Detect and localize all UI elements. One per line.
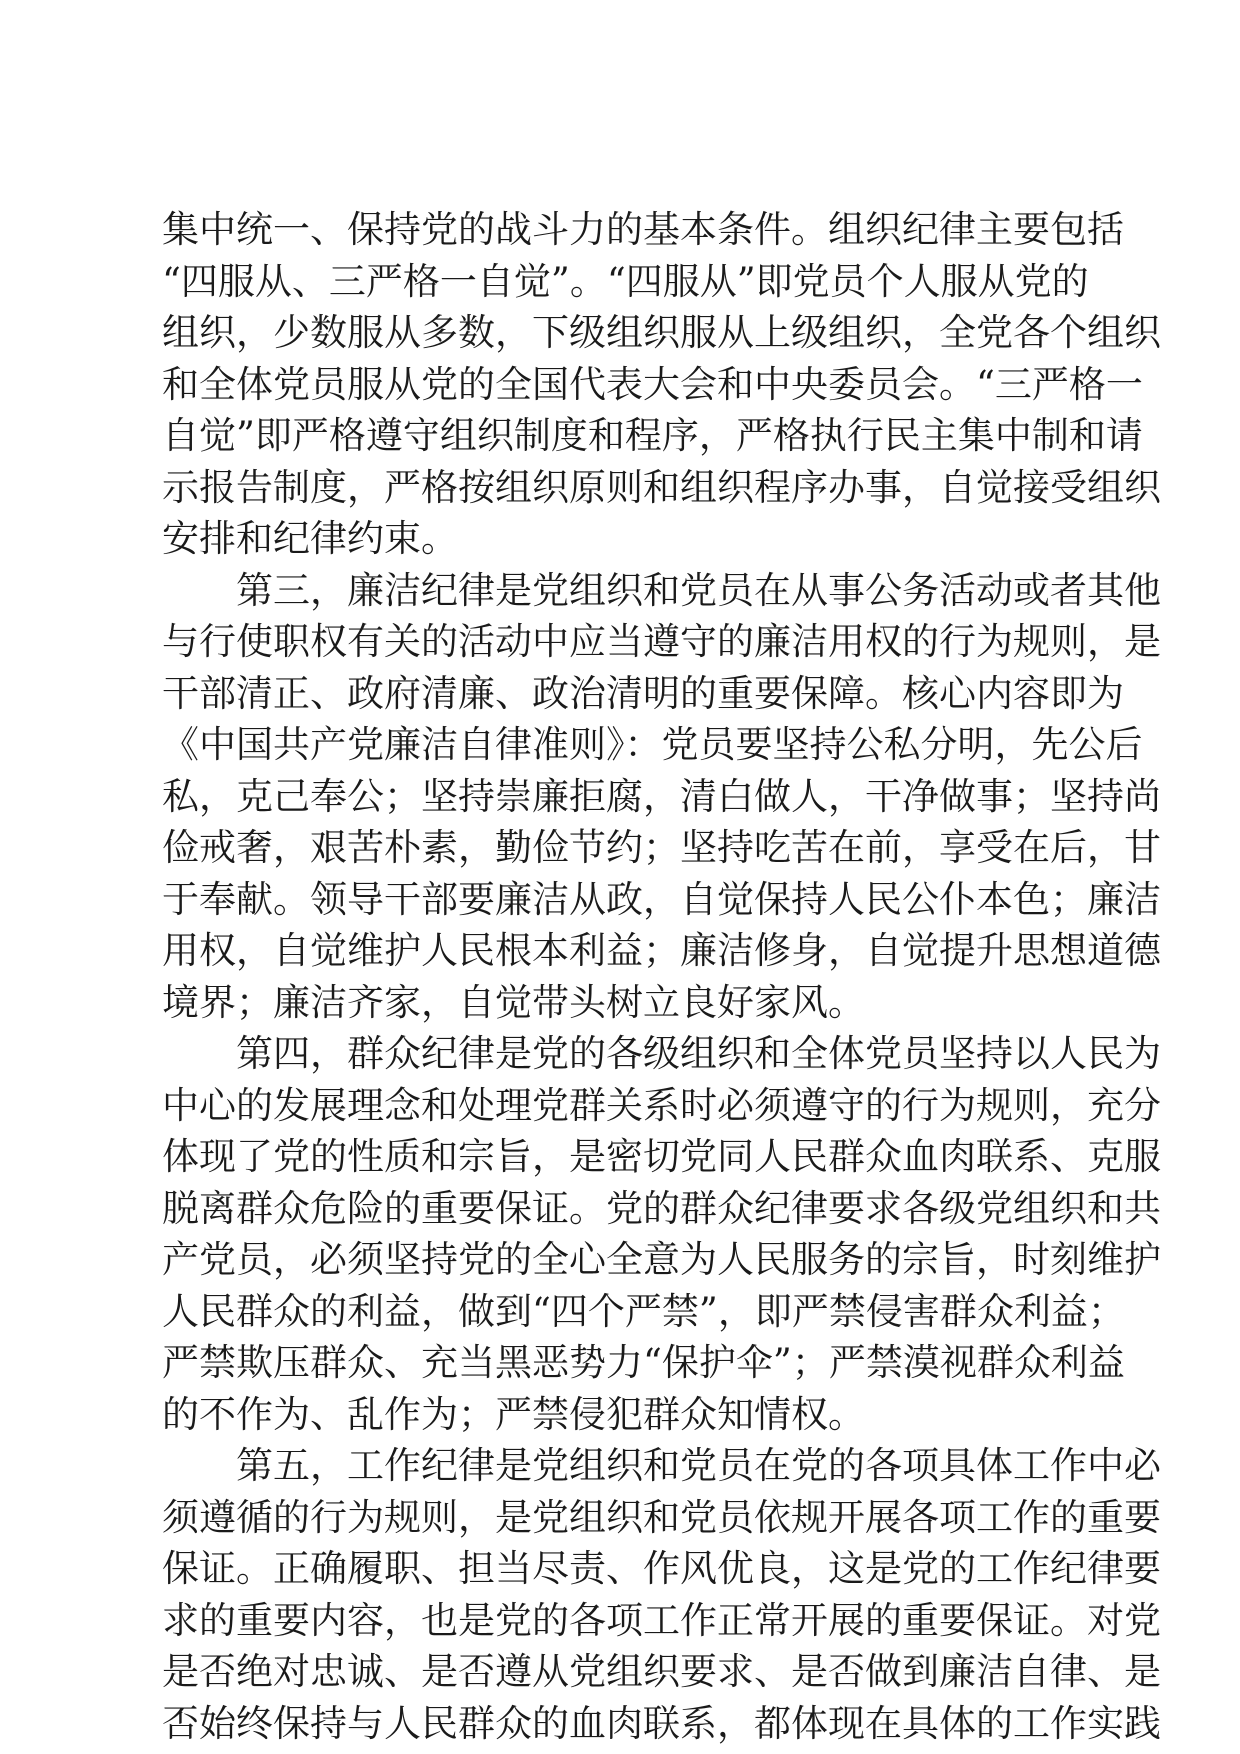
text-line: 私，克己奉公；坚持崇廉拒腐，清白做人，干净做事；坚持尚 <box>162 774 1161 818</box>
text-line: 组织，少数服从多数，下级组织服从上级组织，全党各个组织 <box>162 311 1161 354</box>
paragraph-integrity-discipline <box>162 565 1161 1029</box>
text-line: 和全体党员服从党的全国代表大会和中央委员会。“三严格一 <box>162 362 1143 406</box>
text-line: 人民群众的利益，做到“四个严禁”，即严禁侵害群众利益； <box>162 1289 1125 1333</box>
text-line: 第四，群众纪律是党的各级组织和全体党员坚持以人民为 <box>236 1032 1161 1075</box>
text-line: 《中国共产党廉洁自律准则》：党员要坚持公私分明，先公后 <box>162 723 1143 766</box>
text-line: 严禁欺压群众、充当黑恶势力“保护伞”；严禁漠视群众利益 <box>162 1341 1125 1384</box>
text-line: 俭戒奢，艰苦朴素，勤俭节约；坚持吃苦在前，享受在后，甘 <box>162 826 1161 869</box>
text-line: 保证。正确履职、担当尽责、作风优良，这是党的工作纪律要 <box>162 1547 1161 1590</box>
paragraph-work-discipline <box>162 1440 1161 1749</box>
text-line: “四服从、三严格一自觉”。“四服从”即党员个人服从党的 <box>162 259 1089 303</box>
paragraph-organizational-discipline <box>162 204 1161 565</box>
text-line: 的不作为、乱作为；严禁侵犯群众知情权。 <box>162 1392 865 1436</box>
text-line: 中心的发展理念和处理党群关系时必须遵守的行为规则，充分 <box>162 1083 1161 1127</box>
text-line: 与行使职权有关的活动中应当遵守的廉洁用权的行为规则，是 <box>162 620 1161 663</box>
text-line: 产党员，必须坚持党的全心全意为人民服务的宗旨，时刻维护 <box>162 1238 1161 1281</box>
text-line: 是否绝对忠诚、是否遵从党组织要求、是否做到廉洁自律、是 <box>162 1650 1161 1693</box>
text-line: 脱离群众危险的重要保证。党的群众纪律要求各级党组织和共 <box>162 1186 1161 1230</box>
text-line: 须遵循的行为规则，是党组织和党员依规开展各项工作的重要 <box>162 1495 1161 1539</box>
text-line: 第五，工作纪律是党组织和党员在党的各项具体工作中必 <box>236 1444 1161 1487</box>
text-line: 于奉献。领导干部要廉洁从政，自觉保持人民公仆本色；廉洁 <box>162 877 1161 921</box>
text-line: 求的重要内容，也是党的各项工作正常开展的重要保证。对党 <box>162 1598 1161 1642</box>
text-line: 境界；廉洁齐家，自觉带头树立良好家风。 <box>162 980 865 1024</box>
text-line: 第三，廉洁纪律是党组织和党员在从事公务活动或者其他 <box>236 568 1161 612</box>
text-line: 用权，自觉维护人民根本利益；廉洁修身，自觉提升思想道德 <box>162 929 1161 972</box>
text-line: 干部清正、政府清廉、政治清明的重要保障。核心内容即为 <box>162 671 1124 715</box>
text-line: 集中统一、保持党的战斗力的基本条件。组织纪律主要包括 <box>162 208 1124 251</box>
text-line: 否始终保持与人民群众的血肉联系，都体现在具体的工作实践 <box>162 1701 1161 1745</box>
text-line: 体现了党的性质和宗旨，是密切党同人民群众血肉联系、克服 <box>162 1135 1161 1178</box>
document-body <box>162 204 1161 1749</box>
paragraph-mass-discipline <box>162 1028 1161 1440</box>
text-line: 自觉”即严格遵守组织制度和程序，严格执行民主集中制和请 <box>162 414 1143 457</box>
text-line: 安排和纪律约束。 <box>162 517 458 560</box>
text-line: 示报告制度，严格按组织原则和组织程序办事，自觉接受组织 <box>162 465 1161 509</box>
